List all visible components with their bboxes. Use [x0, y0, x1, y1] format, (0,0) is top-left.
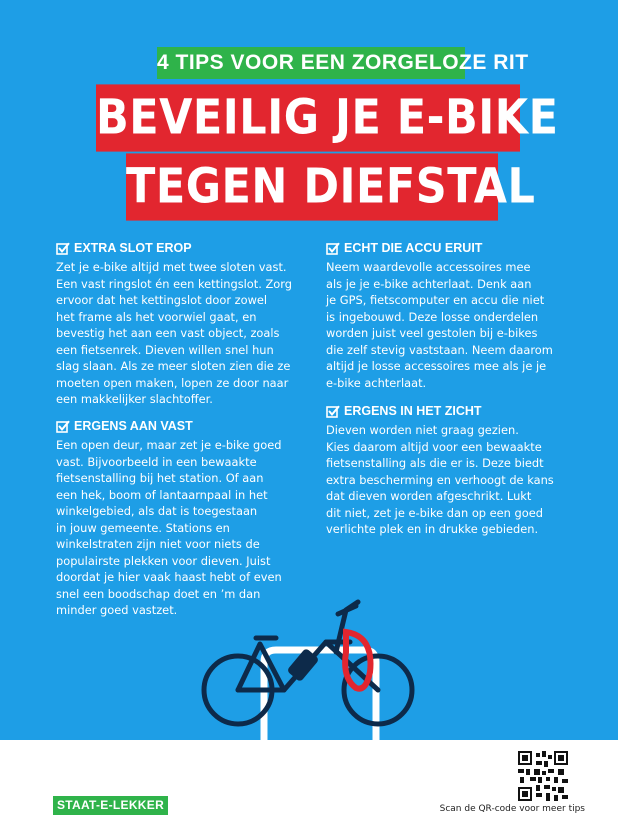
check-icon [56, 242, 70, 256]
qr-code-icon[interactable] [518, 751, 568, 801]
tip-heading [326, 404, 576, 419]
kicker-banner: 4 TIPS VOOR EEN ZORGELOZE RIT [157, 47, 465, 79]
tip-title: ECHT DIE ACCU ERUIT [344, 241, 483, 255]
tip-title: ERGENS IN HET ZICHT [344, 404, 482, 418]
check-icon [326, 405, 340, 419]
title-line-2: TEGEN DIEFSTAL [126, 153, 498, 220]
tip-title: EXTRA SLOT EROP [74, 241, 192, 255]
tip-heading [326, 241, 576, 256]
brand-logo[interactable]: STAAT-E-LEKKER [53, 796, 168, 815]
tip-ergens-aan-vast [56, 419, 306, 619]
bike-illustration [196, 592, 420, 740]
tip-heading [56, 241, 306, 256]
check-icon [326, 242, 340, 256]
tip-body: Neem waardevolle accessoires mee als je je e-bike achterlaat. Denk aan je GPS, fietscomputer en accu die niet is ingebouwd. Deze losse onderdelen worden juist veel gestolen bij e-bikes die zelf stevig vaststaan. Neem daarom altijd je losse accessoires mee als je je e-bike achterlaat. [326, 260, 553, 390]
tip-accu-eruit [326, 241, 576, 391]
title-line-1: BEVEILIG JE E-BIKE [96, 84, 520, 151]
tip-in-het-zicht [326, 404, 576, 538]
check-icon [56, 420, 70, 434]
tip-body: Zet je e-bike altijd met twee sloten vast. Een vast ringslot én een kettingslot. Zorg ervoor dat het kettingslot door zowel het frame als het voorwiel gaat, en bevestig het aan een vast object, zoals een fietsenrek. Dieven willen snel hun slag slaan. Als ze meer sloten zien die ze moeten open maken, lopen ze door naar een makkelijker slachtoffer. [56, 260, 292, 406]
tip-title: ERGENS AAN VAST [74, 419, 193, 433]
qr-caption: Scan de QR-code voor meer tips [439, 804, 585, 814]
tip-heading [56, 419, 306, 434]
tip-extra-slot [56, 241, 306, 408]
tip-body: Dieven worden niet graag gezien. Kies daarom altijd voor een bewaakte fietsenstalling als die er is. Deze biedt extra bescherming en verhoogt de kans dat dieven worden afgeschrikt. Lukt dit niet, zet je e-bike dan op een goed verlichte plek en in drukke gebieden. [326, 423, 554, 536]
tip-body: Een open deur, maar zet je e-bike goed vast. Bijvoorbeeld in een bewaakte fietsenstalling bij het station. Of aan een hek, boom of lantaarnpaal in het winkelgebied, als dat is toegestaan in jouw gemeente. Stations en winkelstraten zijn niet voor niets de populairste plekken voor dieven. Juist doordat je hier vaak haast hebt of even snel een boodschap doet en ’m dan minder goed vastzet. [56, 438, 282, 617]
